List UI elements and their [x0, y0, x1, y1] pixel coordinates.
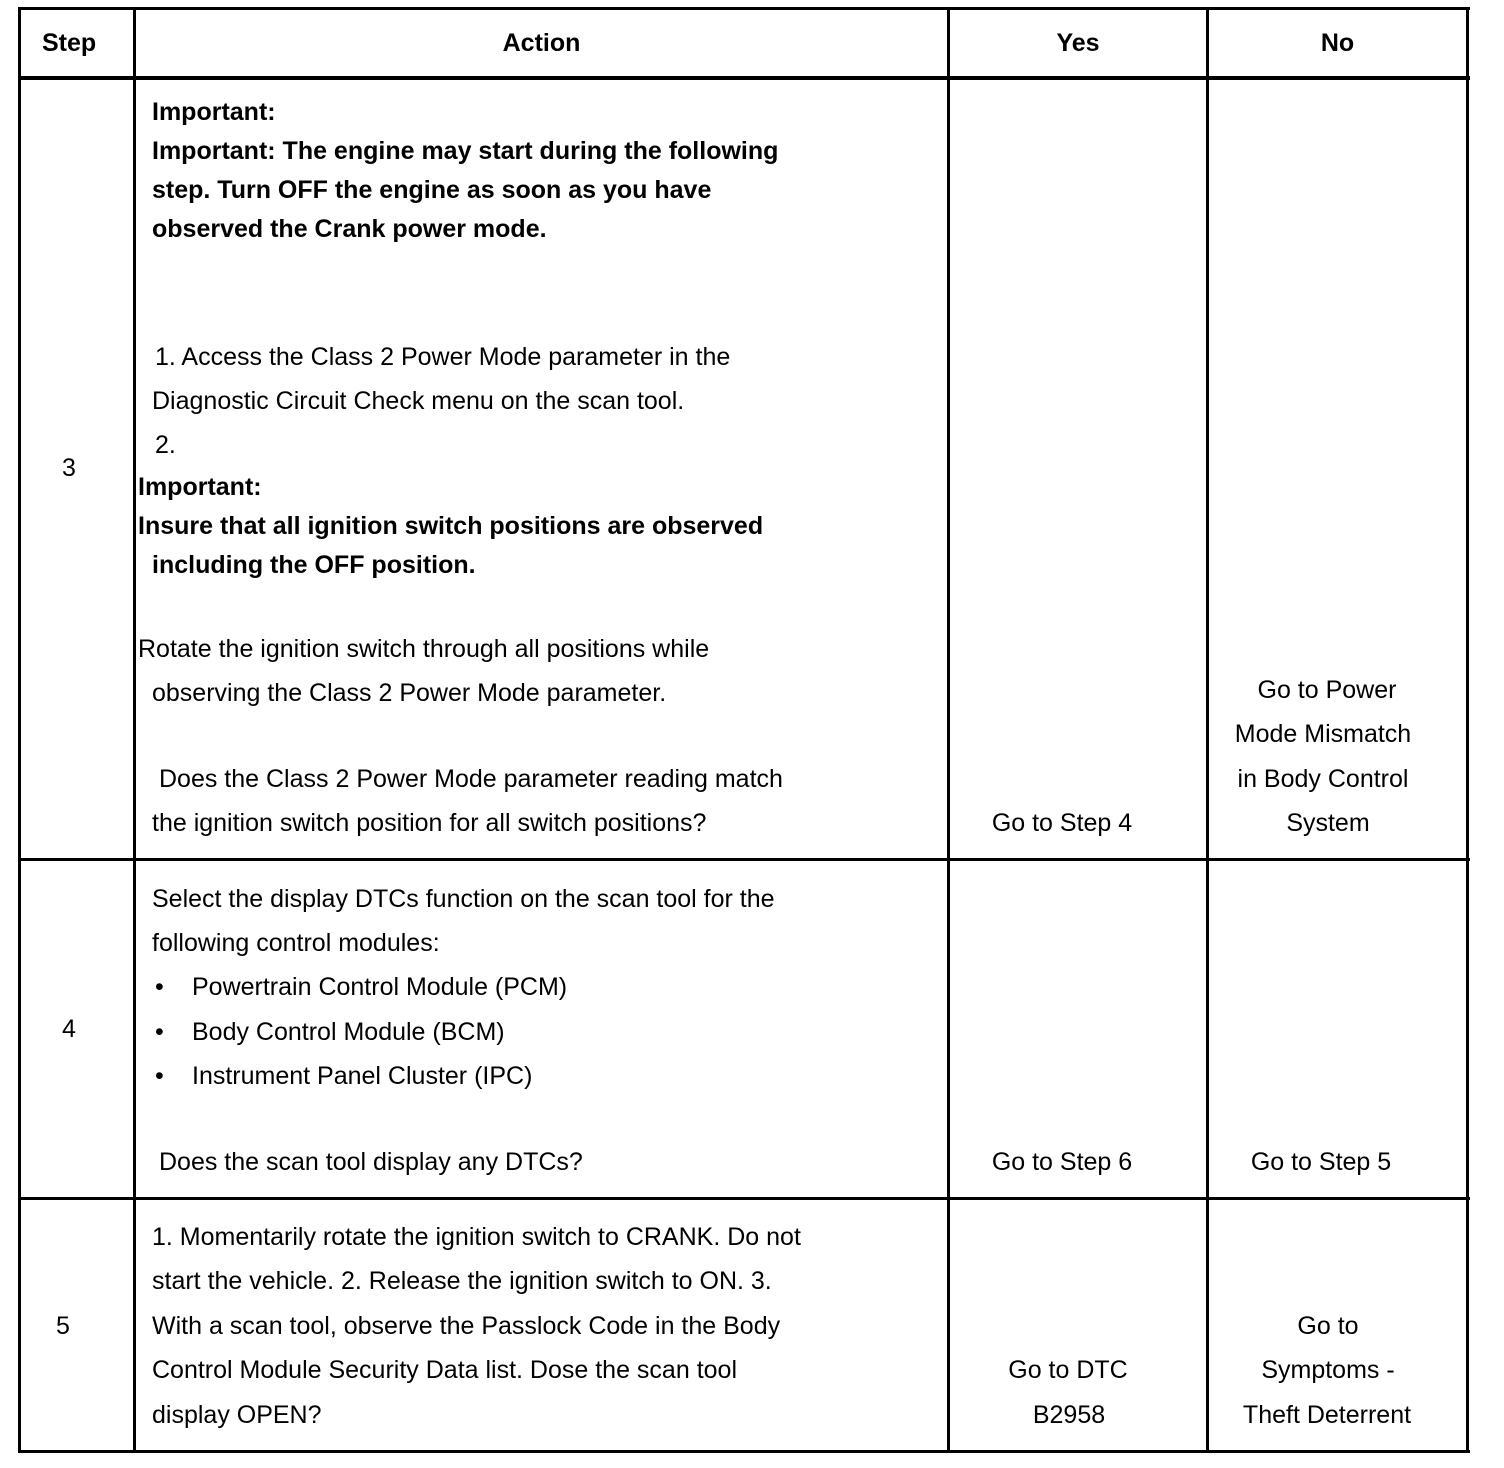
- table-border-bottom: [18, 1450, 1470, 1453]
- procedure-line: With a scan tool, observe the Passlock Code in the Body: [152, 1312, 781, 1340]
- no-result-5-line: Go to: [1297, 1312, 1359, 1340]
- question-line: Does the scan tool display any DTCs?: [159, 1148, 583, 1176]
- no-result-3-line: System: [1286, 809, 1370, 837]
- no-result-4: Go to Step 5: [1250, 1148, 1392, 1176]
- question-line: Does the Class 2 Power Mode parameter reading match: [159, 765, 783, 793]
- header-divider: [18, 76, 1470, 80]
- step-number-4: 4: [62, 1015, 76, 1043]
- procedure-line: start the vehicle. 2. Release the ignition switch to ON. 3.: [152, 1267, 772, 1295]
- important-line: including the OFF position.: [152, 551, 476, 579]
- module-item: Powertrain Control Module (PCM): [192, 973, 568, 1001]
- header-yes: Yes: [1056, 29, 1100, 57]
- procedure-line: Control Module Security Data list. Dose the scan tool: [152, 1356, 737, 1384]
- step-item-1-line: 1. Access the Class 2 Power Mode parameter in the: [155, 343, 731, 371]
- bullet-icon: •: [155, 973, 164, 1001]
- important-line: step. Turn OFF the engine as soon as you have: [152, 176, 712, 204]
- step-item-1-line: Diagnostic Circuit Check menu on the scan tool.: [152, 387, 685, 415]
- important-title-2: Important:: [138, 473, 262, 501]
- header-step: Step: [42, 29, 97, 57]
- step-number-5: 5: [56, 1312, 70, 1340]
- row-divider-3-4: [18, 858, 1470, 861]
- column-divider-step-action: [133, 7, 136, 1453]
- important-line: Important: The engine may start during the following: [152, 137, 779, 165]
- instruction-line: observing the Class 2 Power Mode parameter.: [152, 679, 667, 707]
- table-border-right: [1466, 7, 1469, 1453]
- intro-line: Select the display DTCs function on the scan tool for the: [152, 885, 775, 913]
- step-item-2-label: 2.: [155, 431, 176, 459]
- no-result-5-line: Theft Deterrent: [1242, 1401, 1412, 1429]
- header-action: Action: [502, 29, 581, 57]
- procedure-line: 1. Momentarily rotate the ignition switch to CRANK. Do not: [152, 1223, 801, 1251]
- step-number-3: 3: [62, 454, 76, 482]
- yes-result-4: Go to Step 6: [991, 1148, 1133, 1176]
- yes-result-5-line: Go to DTC: [1008, 1356, 1128, 1384]
- important-line: observed the Crank power mode.: [152, 215, 547, 243]
- module-item: Body Control Module (BCM): [192, 1018, 505, 1046]
- table-border-left: [18, 7, 21, 1453]
- bullet-icon: •: [155, 1062, 164, 1090]
- important-line: Insure that all ignition switch positions are observed: [138, 512, 764, 540]
- column-divider-action-yes: [947, 7, 950, 1453]
- bullet-icon: •: [155, 1018, 164, 1046]
- intro-line: following control modules:: [152, 929, 440, 957]
- question-line: the ignition switch position for all switch positions?: [152, 809, 707, 837]
- important-title-1: Important:: [152, 98, 276, 126]
- no-result-3-line: Go to Power: [1257, 676, 1397, 704]
- yes-result-5-line: B2958: [1032, 1401, 1106, 1429]
- header-no: No: [1320, 29, 1355, 57]
- no-result-5-line: Symptoms -: [1261, 1356, 1395, 1384]
- instruction-line: Rotate the ignition switch through all positions while: [138, 635, 710, 663]
- no-result-3-line: in Body Control: [1237, 765, 1409, 793]
- row-divider-4-5: [18, 1197, 1470, 1200]
- no-result-3-line: Mode Mismatch: [1234, 720, 1412, 748]
- table-border-top: [18, 7, 1470, 10]
- procedure-line: display OPEN?: [152, 1401, 322, 1429]
- yes-result-3: Go to Step 4: [991, 809, 1133, 837]
- module-item: Instrument Panel Cluster (IPC): [192, 1062, 533, 1090]
